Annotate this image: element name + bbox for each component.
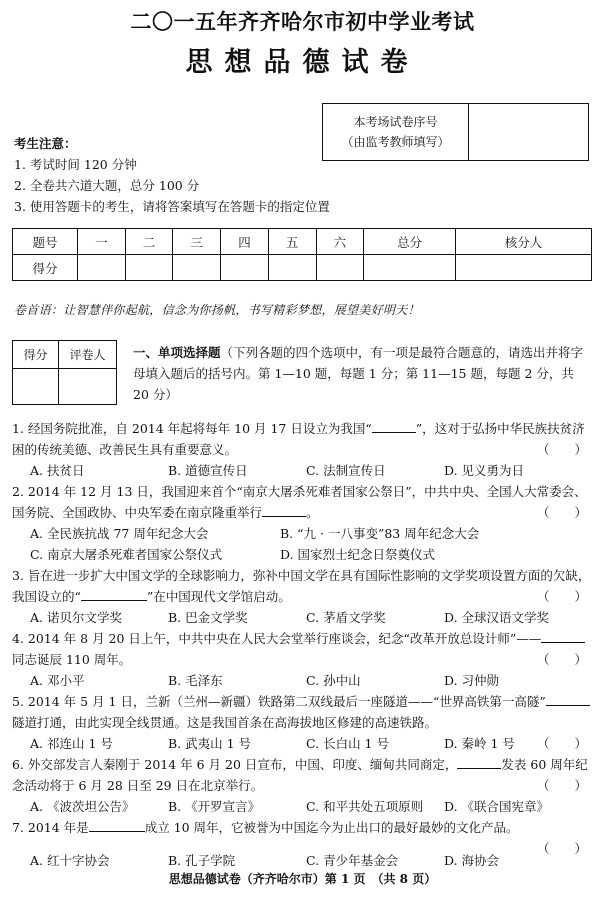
serial-label-line1: 本考场试卷序号: [353, 115, 438, 129]
candidate-notice: [14, 133, 330, 217]
question-stem: 成立 10 周年，它被誉为中国迄今为止出口的最好最妙的文化产品。: [144, 820, 519, 835]
question-6: [12, 754, 597, 817]
grader-score-label: 得分: [13, 341, 59, 369]
option-a: A. 《波茨坦公告》: [30, 799, 135, 814]
notice-item: 3. 使用答题卡的考生，请将答案填写在答题卡的指定位置: [14, 199, 330, 214]
question-7: [12, 817, 597, 871]
notice-heading: 考生注意：: [14, 136, 77, 151]
score-header-cell: 三: [173, 229, 221, 255]
option-d: D. 秦岭 1 号: [444, 736, 515, 751]
question-stem: ”在中国现代文学馆启动。: [146, 589, 291, 604]
answer-blank: [372, 432, 416, 433]
question-stem: 4. 2014 年 8 月 20 日上午，中共中央在人民大会堂举行座谈会，纪念“改革开放总设计师”——: [12, 631, 542, 646]
answer-bracket[interactable]: （ ）: [536, 778, 587, 793]
serial-label: [323, 104, 469, 160]
question-2: [12, 481, 597, 565]
option-b: B. 毛泽东: [168, 673, 223, 688]
question-1: [12, 418, 597, 481]
exam-subject: 思想品德试卷: [185, 47, 420, 78]
option-b: B. “九 · 一八事变”83 周年纪念大会: [280, 526, 480, 541]
answer-bracket[interactable]: （ ）: [536, 589, 587, 604]
score-table: [12, 228, 592, 281]
option-c: C. 长白山 1 号: [306, 736, 389, 751]
answer-blank: [457, 768, 501, 769]
grader-table: [12, 340, 117, 405]
option-a: A. 全民族抗战 77 周年纪念大会: [30, 526, 209, 541]
option-c: C. 茅盾文学奖: [306, 610, 386, 625]
question-stem: 6. 外交部发言人秦刚于 2014 年 6 月 20 日宣布，中国、印度、缅甸共同商定，: [12, 757, 458, 772]
option-b: B. 孔子学院: [168, 853, 236, 868]
option-a: A. 诺贝尔文学奖: [30, 610, 122, 625]
answer-bracket[interactable]: （ ）: [536, 505, 587, 520]
option-b: B. 巴金文学奖: [168, 610, 248, 625]
motto: 卷首语：让智慧伴你起航，信念为你扬帆，书写精彩梦想，展望美好明天！: [14, 303, 420, 317]
score-header-cell: 二: [125, 229, 173, 255]
question-stem: 。: [306, 505, 319, 520]
option-b: B. 道德宣传日: [168, 463, 248, 478]
score-header-cell: 题号: [13, 229, 78, 255]
answer-blank: [546, 705, 590, 706]
score-table-header: [13, 229, 592, 255]
serial-label-line2: （由监考教师填写）: [341, 135, 450, 149]
score-cell[interactable]: [364, 255, 456, 281]
serial-number-field[interactable]: [469, 104, 588, 160]
score-table-row: [13, 255, 592, 281]
question-stem: ”，这对于弘扬中华民族扶贫济困的传统美德、改善民生具有重要意义。: [12, 421, 585, 457]
answer-bracket[interactable]: （ ）: [536, 652, 587, 667]
option-b: B. 《开罗宣言》: [168, 799, 261, 814]
section-heading: [133, 342, 593, 405]
score-cell[interactable]: [456, 255, 592, 281]
grader-score-cell[interactable]: [13, 369, 59, 405]
answer-blank: [541, 642, 585, 643]
option-c: C. 法制宣传日: [306, 463, 386, 478]
option-d: D. 国家烈士纪念日祭奠仪式: [280, 547, 436, 562]
question-stem: 2. 2014 年 12 月 13 日，我国迎来首个“南京大屠杀死难者国家公祭日”，中共中央、全国人大常委会、国务院、全国政协、中央军委在南京隆重举行: [12, 484, 587, 520]
question-4: [12, 628, 597, 691]
score-header-cell: 四: [221, 229, 269, 255]
question-5: [12, 691, 597, 754]
score-header-cell: 核分人: [456, 229, 592, 255]
question-stem: 同志诞辰 110 周年。: [12, 652, 132, 667]
option-d: D. 海协会: [444, 853, 500, 868]
score-cell[interactable]: [78, 255, 126, 281]
answer-bracket[interactable]: （ ）: [536, 841, 587, 856]
section-instructions: （下列各题的四个选项中，有一项是最符合题意的，请选出并将字母填入题后的括号内。第 1—10 题，每题 1 分；第 11—15 题，每题 2 分，共 20 分）: [133, 345, 584, 402]
score-row-label: 得分: [13, 255, 78, 281]
serial-number-box: [322, 103, 589, 161]
option-c: C. 南京大屠杀死难者国家公祭仪式: [30, 547, 223, 562]
question-stem: 3. 旨在进一步扩大中国文学的全球影响力，弥补中国文学在具有国际性影响的文学奖项设置方面的欠缺，我国设立的“: [12, 568, 591, 604]
option-d: D. 见义勇为日: [444, 463, 525, 478]
question-stem: 1. 经国务院批准，自 2014 年起将每年 10 月 17 日设立为我国“: [12, 421, 372, 436]
answer-bracket[interactable]: （ ）: [536, 736, 587, 751]
score-header-cell: 五: [268, 229, 316, 255]
grader-name-cell[interactable]: [59, 369, 117, 405]
option-d: D. 习仲勋: [444, 673, 500, 688]
question-stem: 5. 2014 年 5 月 1 日，兰新（兰州—新疆）铁路第二双线最后一座隧道——“世界高铁第一高隧”: [12, 694, 546, 709]
option-d: D. 《联合国宪章》: [444, 799, 550, 814]
score-header-cell: 一: [78, 229, 126, 255]
question-list: [12, 418, 597, 871]
question-stem: 发表 60 周年纪念活动将于 6 月 28 日至 29 日在北京举行。: [12, 757, 588, 793]
score-header-cell: 六: [316, 229, 364, 255]
exam-title: 二〇一五年齐齐哈尔市初中学业考试: [130, 9, 475, 34]
question-stem: 隧道打通，由此实现全线贯通。这是我国首条在高海拔地区修建的高速铁路。: [12, 715, 438, 730]
option-a: A. 红十字协会: [30, 853, 110, 868]
score-cell[interactable]: [173, 255, 221, 281]
score-cell[interactable]: [316, 255, 364, 281]
answer-blank: [81, 600, 147, 601]
score-header-cell: 总分: [364, 229, 456, 255]
score-cell[interactable]: [125, 255, 173, 281]
answer-blank: [262, 516, 306, 517]
answer-bracket[interactable]: （ ）: [536, 442, 587, 457]
score-cell[interactable]: [221, 255, 269, 281]
notice-item: 1. 考试时间 120 分钟: [14, 157, 137, 172]
option-a: A. 祁连山 1 号: [30, 736, 113, 751]
option-a: A. 扶贫日: [30, 463, 85, 478]
option-c: C. 青少年基金会: [306, 853, 399, 868]
page-footer: 思想品德试卷（齐齐哈尔市）第 1 页 （共 8 页）: [168, 872, 437, 886]
option-b: B. 武夷山 1 号: [168, 736, 252, 751]
grader-name-label: 评卷人: [59, 341, 117, 369]
score-cell[interactable]: [268, 255, 316, 281]
section-title: 一、单项选择题: [133, 345, 221, 360]
answer-blank: [89, 831, 145, 832]
option-c: C. 孙中山: [306, 673, 361, 688]
option-d: D. 全球汉语文学奖: [444, 610, 550, 625]
notice-item: 2. 全卷共六道大题，总分 100 分: [14, 178, 200, 193]
option-c: C. 和平共处五项原则: [306, 799, 424, 814]
question-3: [12, 565, 597, 628]
question-stem: 7. 2014 年是: [12, 820, 89, 835]
option-a: A. 邓小平: [30, 673, 85, 688]
